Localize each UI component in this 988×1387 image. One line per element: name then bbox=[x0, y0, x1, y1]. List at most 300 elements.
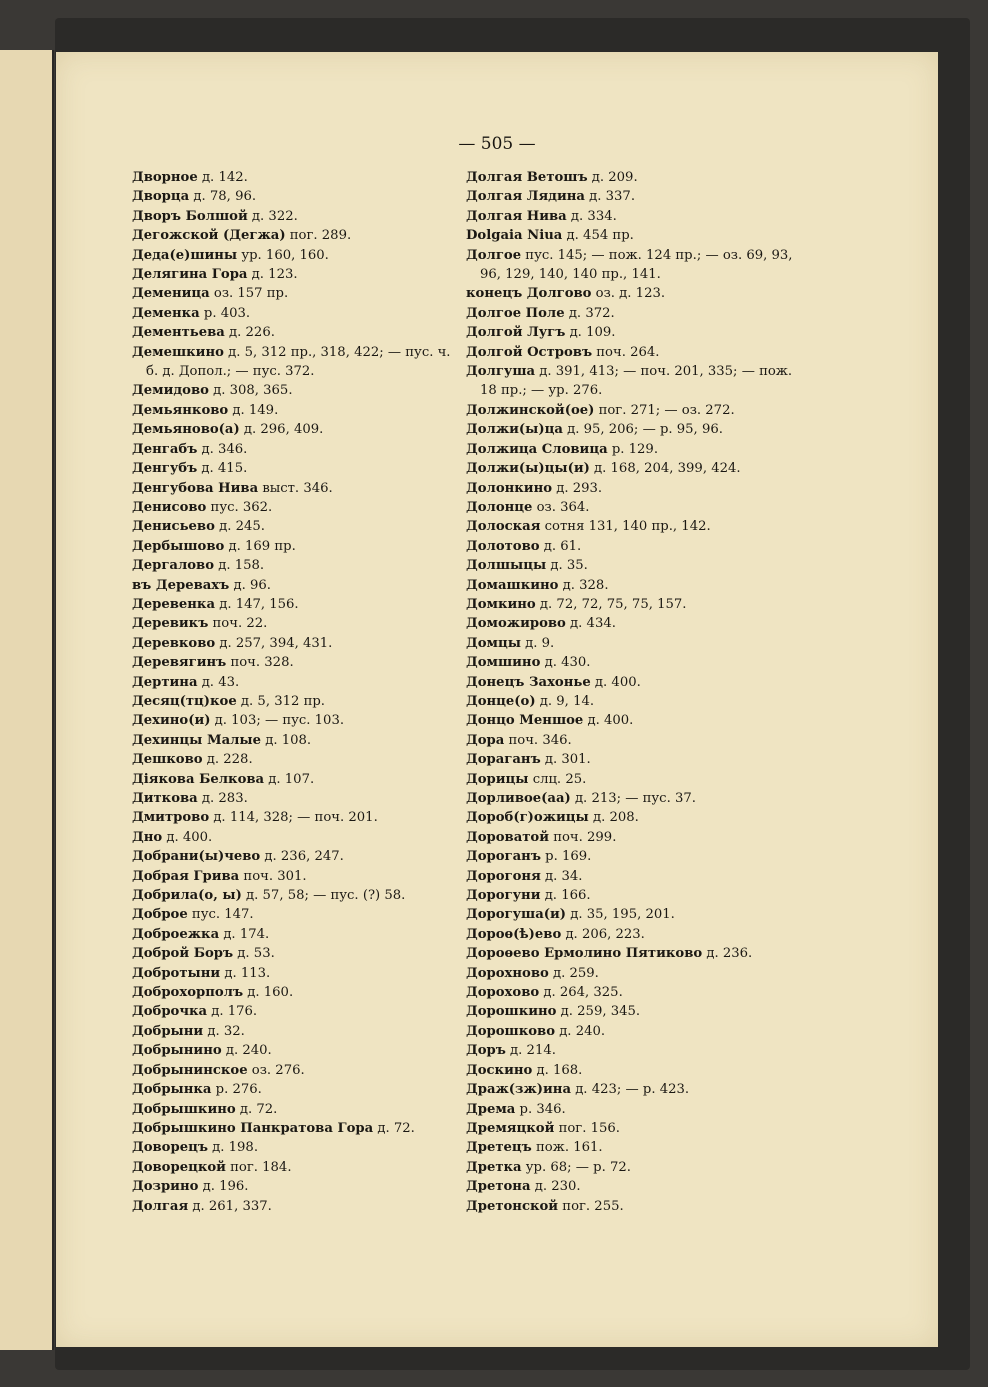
index-entry bbox=[132, 925, 462, 944]
entry-term: Денисово bbox=[132, 499, 207, 515]
entry-term: Дрема bbox=[466, 1101, 516, 1117]
entry-refs: д. 228. bbox=[202, 752, 253, 768]
index-entry bbox=[466, 692, 806, 711]
index-entry bbox=[466, 246, 806, 285]
entry-refs: д. 95, 206; — р. 95, 96. bbox=[562, 422, 723, 438]
entry-refs: д. 322. bbox=[247, 208, 298, 224]
entry-refs: д. 96. bbox=[229, 577, 271, 593]
left-page-edge bbox=[0, 50, 54, 1350]
index-entry bbox=[466, 595, 806, 614]
index-entry bbox=[132, 673, 462, 692]
entry-refs: д. 34. bbox=[540, 868, 583, 884]
entry-refs: поч. 328. bbox=[226, 655, 294, 671]
entry-term: Дегожской (Дегжа) bbox=[132, 228, 286, 244]
index-entry bbox=[132, 634, 462, 653]
entry-term: Должица Словица bbox=[466, 441, 608, 457]
entry-term: Дешково bbox=[132, 752, 203, 768]
entry-term: Деревенка bbox=[132, 596, 216, 612]
index-entry bbox=[466, 905, 806, 924]
entry-refs: д. 108. bbox=[261, 732, 312, 748]
entry-refs: д. 236, 247. bbox=[260, 849, 344, 865]
entry-refs: д. 149. bbox=[228, 402, 279, 418]
entry-term: Дороб(г)ожицы bbox=[466, 810, 589, 826]
entry-refs: д. 32. bbox=[203, 1023, 245, 1039]
index-entry bbox=[466, 284, 806, 303]
entry-refs: оз. 276. bbox=[247, 1062, 305, 1078]
index-entry bbox=[132, 401, 462, 420]
entry-refs: д. 158. bbox=[214, 558, 265, 574]
index-entry bbox=[132, 1080, 462, 1099]
entry-term: Денгубова Нива bbox=[132, 480, 259, 496]
entry-term: Доброй Боръ bbox=[132, 946, 234, 962]
entry-term: Донцо Меншое bbox=[466, 713, 584, 729]
entry-term: Дмитрово bbox=[132, 810, 210, 826]
index-entry bbox=[466, 1061, 806, 1080]
index-entry bbox=[132, 808, 462, 827]
entry-refs: пож. 161. bbox=[531, 1140, 603, 1156]
entry-refs: д. 346. bbox=[197, 441, 248, 457]
entry-term: Десяц(тц)кое bbox=[132, 693, 237, 709]
entry-refs: р. 276. bbox=[211, 1082, 262, 1098]
index-entry bbox=[132, 1022, 462, 1041]
index-entry bbox=[132, 770, 462, 789]
entry-term: въ Деревахъ bbox=[132, 577, 230, 593]
entry-refs: д. 174. bbox=[219, 926, 270, 942]
index-entry bbox=[466, 634, 806, 653]
entry-refs: д. 240. bbox=[555, 1023, 606, 1039]
index-entry bbox=[132, 1100, 462, 1119]
entry-term: конецъ Долгово bbox=[466, 286, 592, 302]
entry-term: Дороганъ bbox=[466, 849, 541, 865]
entry-term: Дорошкино bbox=[466, 1004, 557, 1020]
entry-term: Домашкино bbox=[466, 577, 559, 593]
entry-refs: д. 9, 14. bbox=[535, 693, 595, 709]
entry-refs: д. 296, 409. bbox=[239, 422, 324, 438]
entry-term: Долонкино bbox=[466, 480, 553, 496]
index-entry bbox=[132, 576, 462, 595]
entry-term: Доброежка bbox=[132, 926, 220, 942]
entry-term: Денгубъ bbox=[132, 461, 198, 477]
entry-term: Долгая Лядина bbox=[466, 189, 585, 205]
entry-refs: д. 35. bbox=[546, 558, 588, 574]
entry-term: Домкино bbox=[466, 596, 536, 612]
index-entry bbox=[132, 498, 462, 517]
entry-term: Дно bbox=[132, 829, 163, 845]
entry-refs: слц. 25. bbox=[528, 771, 587, 787]
entry-refs: д. 226. bbox=[224, 325, 275, 341]
index-entry bbox=[466, 226, 806, 245]
index-entry bbox=[466, 925, 806, 944]
entry-refs: д. 72. bbox=[235, 1101, 278, 1117]
index-entry bbox=[466, 537, 806, 556]
index-entry bbox=[466, 479, 806, 498]
entry-refs: д. 454 пр. bbox=[562, 228, 634, 244]
entry-refs: пог. 156. bbox=[554, 1120, 620, 1136]
entry-refs: д. 257, 394, 431. bbox=[215, 635, 333, 651]
index-entry bbox=[466, 673, 806, 692]
entry-refs: пог. 271; — оз. 272. bbox=[594, 402, 735, 418]
entry-term: Дербышово bbox=[132, 538, 225, 554]
entry-term: Деда(е)шины bbox=[132, 247, 238, 263]
entry-refs: д. 53. bbox=[233, 946, 275, 962]
index-entry bbox=[466, 964, 806, 983]
entry-term: Добротыни bbox=[132, 965, 221, 981]
entry-term: Дретона bbox=[466, 1179, 531, 1195]
index-entry bbox=[466, 187, 806, 206]
entry-term: Демидово bbox=[132, 383, 209, 399]
entry-term: Дiякова Белкова bbox=[132, 771, 265, 787]
entry-term: Дворное bbox=[132, 170, 198, 185]
entry-term: Дорогуни bbox=[466, 888, 541, 904]
entry-term: Дретка bbox=[466, 1159, 522, 1175]
entry-refs: поч. 299. bbox=[549, 829, 617, 845]
index-entry bbox=[466, 1100, 806, 1119]
entry-refs: д. 61. bbox=[539, 538, 582, 554]
entry-term: Дороѳево Ермолино Пятиково bbox=[466, 946, 703, 962]
entry-term: Дергалово bbox=[132, 558, 215, 574]
index-entry bbox=[466, 711, 806, 730]
index-entry bbox=[466, 653, 806, 672]
entry-refs: пог. 255. bbox=[558, 1198, 624, 1214]
index-entry bbox=[132, 983, 462, 1002]
entry-refs: сотня 131, 140 пр., 142. bbox=[540, 519, 711, 535]
entry-refs: д. 176. bbox=[207, 1004, 258, 1020]
index-entry bbox=[132, 556, 462, 575]
entry-term: Демьянково bbox=[132, 402, 229, 418]
entry-refs: д. 423; — р. 423. bbox=[571, 1082, 690, 1098]
index-column-right bbox=[466, 168, 806, 1216]
index-entry bbox=[466, 362, 806, 401]
entry-term: Денисьево bbox=[132, 519, 215, 535]
entry-term: Дорицы bbox=[466, 771, 529, 787]
entry-term: Добрынино bbox=[132, 1043, 222, 1059]
entry-refs: поч. 264. bbox=[592, 344, 660, 360]
index-entry bbox=[132, 323, 462, 342]
entry-refs: д. 166. bbox=[540, 888, 591, 904]
entry-refs: поч. 22. bbox=[208, 616, 268, 632]
entry-refs: поч. 346. bbox=[504, 732, 572, 748]
entry-term: Делягина Гора bbox=[132, 267, 248, 283]
index-entry bbox=[132, 1138, 462, 1157]
index-entry bbox=[466, 1002, 806, 1021]
book-page bbox=[56, 52, 938, 1347]
index-entry bbox=[132, 284, 462, 303]
index-entry bbox=[466, 750, 806, 769]
index-entry bbox=[132, 440, 462, 459]
entry-term: Долгой Лугъ bbox=[466, 325, 566, 341]
index-entry bbox=[466, 789, 806, 808]
entry-refs: д. 72. bbox=[373, 1120, 415, 1136]
entry-refs: д. 214. bbox=[505, 1043, 556, 1059]
entry-term: Долгая bbox=[132, 1198, 189, 1214]
entry-refs: пус. 145; — пож. 124 пр.; — оз. 69, 93, 96, 129, 140, 140 пр., 141. bbox=[480, 247, 793, 283]
entry-refs: д. 261, 337. bbox=[188, 1198, 272, 1214]
index-entry bbox=[132, 614, 462, 633]
index-entry bbox=[466, 614, 806, 633]
entry-refs: д. 415. bbox=[197, 461, 248, 477]
entry-term: Дементьева bbox=[132, 325, 225, 341]
index-entry bbox=[466, 556, 806, 575]
entry-term: Долоская bbox=[466, 519, 541, 535]
entry-refs: д. 301. bbox=[540, 752, 591, 768]
entry-term: Демешкино bbox=[132, 344, 224, 360]
entry-term: Долгое Поле bbox=[466, 305, 565, 321]
entry-refs: д. 259. bbox=[548, 965, 599, 981]
entry-term: Дехинцы Малые bbox=[132, 732, 262, 748]
entry-refs: д. 206, 223. bbox=[561, 926, 645, 942]
index-entry bbox=[132, 265, 462, 284]
entry-term: Дозрино bbox=[132, 1179, 199, 1195]
index-entry bbox=[132, 304, 462, 323]
entry-term: Дорогуша(и) bbox=[466, 907, 567, 923]
index-entry bbox=[466, 886, 806, 905]
entry-term: Долгой Островъ bbox=[466, 344, 593, 360]
index-entry bbox=[132, 381, 462, 400]
entry-term: Донецъ Захонье bbox=[466, 674, 591, 690]
entry-refs: р. 346. bbox=[515, 1101, 566, 1117]
entry-refs: д. 259, 345. bbox=[556, 1004, 641, 1020]
index-entry bbox=[466, 944, 806, 963]
entry-refs: д. 196. bbox=[198, 1179, 249, 1195]
entry-term: Дретецъ bbox=[466, 1140, 532, 1156]
index-entry bbox=[132, 595, 462, 614]
index-entry bbox=[132, 692, 462, 711]
entry-refs: оз. 364. bbox=[532, 499, 590, 515]
index-entry bbox=[132, 1041, 462, 1060]
entry-refs: д. 107. bbox=[264, 771, 315, 787]
entry-refs: д. 264, 325. bbox=[539, 985, 623, 1001]
index-entry bbox=[466, 1041, 806, 1060]
entry-refs: д. 198. bbox=[207, 1140, 259, 1156]
index-entry bbox=[132, 207, 462, 226]
entry-refs: д. 208. bbox=[588, 810, 639, 826]
entry-term: Дора bbox=[466, 732, 505, 748]
entry-term: Домшино bbox=[466, 655, 541, 671]
index-entry bbox=[466, 1022, 806, 1041]
entry-refs: д. 123. bbox=[247, 267, 298, 283]
entry-term: Dolgaia Niua bbox=[466, 228, 563, 244]
entry-term: Деменка bbox=[132, 305, 200, 321]
entry-term: Дорохово bbox=[466, 985, 540, 1001]
index-entry bbox=[132, 847, 462, 866]
entry-refs: д. 113. bbox=[220, 965, 271, 981]
index-entry bbox=[132, 246, 462, 265]
entry-term: Доръ bbox=[466, 1043, 506, 1059]
entry-refs: ур. 68; — р. 72. bbox=[521, 1159, 631, 1175]
entry-refs: д. 5, 312 пр., 318, 422; — пус. ч. б. д. Допол.; — пус. 372. bbox=[146, 344, 451, 380]
entry-refs: д. 209. bbox=[587, 170, 638, 185]
entry-term: Доброхорполъ bbox=[132, 985, 244, 1001]
index-entry bbox=[466, 304, 806, 323]
entry-term: Деревково bbox=[132, 635, 216, 651]
entry-refs: пус. 362. bbox=[206, 499, 273, 515]
entry-term: Долотово bbox=[466, 538, 540, 554]
entry-term: Долонце bbox=[466, 499, 533, 515]
entry-refs: д. 142. bbox=[197, 170, 248, 185]
index-entry bbox=[466, 576, 806, 595]
entry-term: Доскино bbox=[466, 1062, 533, 1078]
index-entry bbox=[466, 459, 806, 478]
entry-refs: пус. 147. bbox=[187, 907, 254, 923]
index-entry bbox=[132, 944, 462, 963]
index-entry bbox=[466, 1080, 806, 1099]
entry-term: Дворъ Болшой bbox=[132, 208, 248, 224]
index-entry bbox=[132, 537, 462, 556]
index-entry bbox=[132, 905, 462, 924]
entry-refs: д. 169 пр. bbox=[224, 538, 296, 554]
entry-term: Доворецкой bbox=[132, 1159, 226, 1175]
entry-term: Доброчка bbox=[132, 1004, 208, 1020]
entry-refs: д. 293. bbox=[552, 480, 603, 496]
index-entry bbox=[132, 711, 462, 730]
index-entry bbox=[466, 770, 806, 789]
entry-term: Дорливое(аа) bbox=[466, 791, 571, 806]
entry-refs: оз. 157 пр. bbox=[209, 286, 289, 302]
entry-term: Должи(ы)цы(и) bbox=[466, 461, 590, 477]
index-entry bbox=[132, 1119, 462, 1138]
index-entry bbox=[132, 653, 462, 672]
entry-refs: пог. 289. bbox=[285, 228, 352, 244]
entry-refs: выст. 346. bbox=[258, 480, 333, 496]
entry-term: Дораганъ bbox=[466, 752, 541, 768]
entry-refs: д. 434. bbox=[565, 616, 616, 632]
index-entry bbox=[132, 226, 462, 245]
entry-term: Доброе bbox=[132, 907, 188, 923]
entry-refs: д. 35, 195, 201. bbox=[566, 907, 675, 923]
entry-refs: д. 400. bbox=[583, 713, 634, 729]
entry-refs: д. 391, 413; — поч. 201, 335; — пож. 18 пр.; — ур. 276. bbox=[480, 364, 793, 399]
entry-term: Доможирово bbox=[466, 616, 566, 632]
index-entry bbox=[466, 440, 806, 459]
index-entry bbox=[466, 828, 806, 847]
entry-refs: д. 334. bbox=[566, 208, 617, 224]
entry-refs: д. 168. bbox=[532, 1062, 583, 1078]
entry-refs: д. 283. bbox=[197, 791, 248, 806]
entry-refs: р. 129. bbox=[607, 441, 659, 457]
entry-term: Дорохново bbox=[466, 965, 549, 981]
entry-term: Дретонской bbox=[466, 1198, 559, 1214]
entry-refs: д. 72, 72, 75, 75, 157. bbox=[535, 596, 687, 612]
entry-term: Добрани(ы)чево bbox=[132, 849, 261, 865]
entry-term: Демьяново(а) bbox=[132, 422, 240, 438]
entry-term: Добрая Грива bbox=[132, 868, 240, 884]
entry-refs: д. 43. bbox=[197, 674, 240, 690]
entry-refs: д. 240. bbox=[221, 1043, 272, 1059]
entry-term: Должинской(ое) bbox=[466, 402, 595, 418]
entry-refs: оз. д. 123. bbox=[591, 286, 666, 302]
entry-term: Дворца bbox=[132, 189, 190, 205]
index-entry bbox=[132, 1177, 462, 1196]
entry-refs: д. 328. bbox=[558, 577, 609, 593]
entry-refs: д. 400. bbox=[590, 674, 641, 690]
entry-refs: р. 169. bbox=[540, 849, 592, 865]
index-entry bbox=[132, 828, 462, 847]
index-entry bbox=[466, 867, 806, 886]
entry-refs: д. 5, 312 пр. bbox=[236, 693, 325, 709]
index-entry bbox=[466, 1119, 806, 1138]
entry-term: Долгое bbox=[466, 247, 522, 263]
entry-term: Дремяцкой bbox=[466, 1120, 555, 1136]
index-entry bbox=[466, 983, 806, 1002]
entry-refs: д. 230. bbox=[530, 1179, 581, 1195]
index-entry bbox=[132, 168, 462, 187]
entry-refs: д. 57, 58; — пус. (?) 58. bbox=[241, 888, 406, 904]
page-number: — 505 — bbox=[458, 134, 536, 154]
entry-term: Долгая Ветошъ bbox=[466, 170, 588, 185]
index-entry bbox=[132, 886, 462, 905]
index-entry bbox=[466, 401, 806, 420]
entry-refs: д. 147, 156. bbox=[215, 596, 299, 612]
entry-refs: д. 372. bbox=[564, 305, 615, 321]
entry-refs: ур. 160, 160. bbox=[237, 247, 329, 263]
entry-refs: д. 168, 204, 399, 424. bbox=[589, 461, 741, 477]
index-entry bbox=[466, 517, 806, 536]
index-entry bbox=[466, 808, 806, 827]
entry-term: Дорошково bbox=[466, 1023, 555, 1039]
entry-term: Добрынинское bbox=[132, 1062, 248, 1078]
entry-term: Добрышкино Панкратова Гора bbox=[132, 1120, 374, 1136]
index-entry bbox=[132, 459, 462, 478]
index-entry bbox=[132, 420, 462, 439]
index-entry bbox=[132, 750, 462, 769]
index-entry bbox=[466, 731, 806, 750]
entry-term: Донце(о) bbox=[466, 693, 536, 709]
entry-refs: д. 160. bbox=[243, 985, 294, 1001]
index-entry bbox=[132, 479, 462, 498]
entry-term: Драж(зж)ина bbox=[466, 1082, 571, 1098]
entry-term: Долгая Нива bbox=[466, 208, 567, 224]
entry-refs: д. 236. bbox=[702, 946, 753, 962]
entry-term: Добрынка bbox=[132, 1082, 212, 1098]
index-entry bbox=[466, 168, 806, 187]
index-entry bbox=[466, 207, 806, 226]
entry-term: Доворецъ bbox=[132, 1140, 208, 1156]
entry-term: Добрила(о, ы) bbox=[132, 888, 242, 904]
index-entry bbox=[132, 789, 462, 808]
index-entry bbox=[132, 1002, 462, 1021]
index-entry bbox=[132, 964, 462, 983]
entry-term: Дорогоня bbox=[466, 868, 541, 884]
index-entry bbox=[132, 1197, 462, 1216]
entry-refs: д. 9. bbox=[520, 635, 555, 651]
entry-term: Деревягинъ bbox=[132, 655, 227, 671]
index-entry bbox=[466, 1197, 806, 1216]
index-entry bbox=[466, 343, 806, 362]
index-entry bbox=[132, 867, 462, 886]
entry-refs: д. 430. bbox=[540, 655, 591, 671]
index-entry bbox=[466, 1158, 806, 1177]
entry-refs: д. 103; — пус. 103. bbox=[210, 713, 345, 729]
entry-term: Денгабъ bbox=[132, 441, 198, 457]
index-entry bbox=[132, 1158, 462, 1177]
entry-term: Дертина bbox=[132, 674, 198, 690]
entry-term: Долгуша bbox=[466, 364, 536, 380]
entry-term: Деревикъ bbox=[132, 616, 209, 632]
entry-term: Диткова bbox=[132, 791, 198, 806]
entry-term: Дехино(и) bbox=[132, 713, 211, 729]
entry-refs: д. 114, 328; — поч. 201. bbox=[209, 810, 378, 826]
entry-term: Домцы bbox=[466, 635, 521, 651]
index-entry bbox=[466, 847, 806, 866]
entry-term: Деменица bbox=[132, 286, 210, 302]
entry-refs: д. 400. bbox=[162, 829, 213, 845]
index-column-left bbox=[132, 168, 462, 1216]
index-entry bbox=[132, 343, 462, 382]
index-entry bbox=[466, 1177, 806, 1196]
entry-term: Добрышкино bbox=[132, 1101, 236, 1117]
index-entry bbox=[466, 1138, 806, 1157]
index-entry bbox=[132, 1061, 462, 1080]
